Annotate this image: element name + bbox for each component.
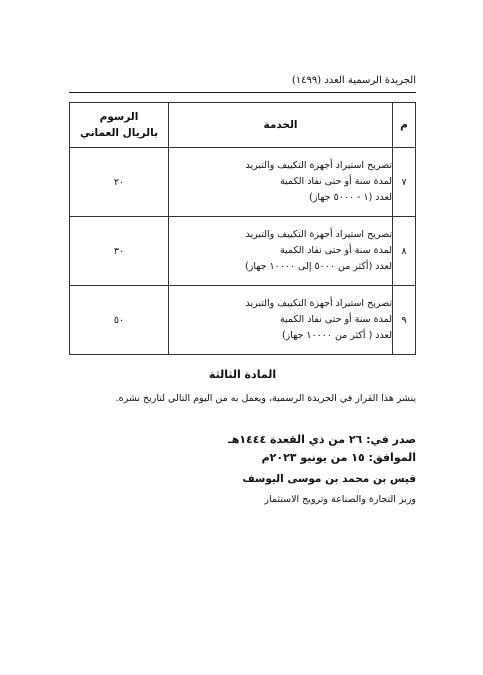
issued-date-hijri: صدر في: ٢٦ من ذي القعدة ١٤٤٤هـ (227, 433, 416, 446)
row-number: ٧ (393, 148, 416, 217)
service-line: لعدد (أكثر من ٥٠٠٠ إلى ١٠٠٠٠ جهاز) (245, 261, 392, 272)
fee-cell: ٢٠ (70, 148, 169, 217)
service-cell (169, 148, 393, 217)
row-number: ٩ (393, 286, 416, 355)
table-header-row (70, 103, 416, 148)
signatory-name: قيس بن محمد بن موسى اليوسف (242, 473, 416, 485)
row-number: ٨ (393, 217, 416, 286)
article-body: ينشر هذا القرار في الجريدة الرسمية، ويعمل به من اليوم التالي لتاريخ نشره. (115, 393, 416, 404)
service-line: لمدة سنة أو حتى نفاد الكمية (279, 314, 392, 325)
gazette-header: الجريدة الرسمية العدد (١٤٩٩) (291, 75, 416, 86)
fee-header-line1: الرسوم (99, 111, 139, 123)
column-header-service: الخدمة (169, 103, 393, 148)
service-line: لعدد ( أكثر من ١٠٠٠٠ جهاز) (281, 330, 392, 341)
issued-date-gregorian: الموافق: ١٥ من يونيو ٢٠٢٣م (261, 451, 416, 464)
header-divider (69, 92, 416, 93)
table-row (70, 148, 416, 217)
fees-table (69, 102, 416, 355)
service-line: لعدد (١ - ٥٠٠٠ جهاز) (309, 192, 392, 203)
service-line: لمدة سنة أو حتى نفاد الكمية (279, 176, 392, 187)
article-title: المادة الثالثة (208, 368, 277, 381)
column-header-number: م (393, 103, 416, 148)
signatory-title: وزير التجارة والصناعة وترويج الاستثمار (264, 494, 416, 505)
service-line: تصريح استيراد أجهزة التكييف والتبريد (245, 298, 392, 309)
table-row (70, 286, 416, 355)
service-line: تصريح استيراد أجهزة التكييف والتبريد (245, 160, 392, 171)
fee-cell: ٣٠ (70, 217, 169, 286)
service-line: تصريح استيراد أجهزة التكييف والتبريد (245, 229, 392, 240)
fee-cell: ٥٠ (70, 286, 169, 355)
service-line: لمدة سنة أو حتى نفاد الكمية (279, 245, 392, 256)
column-header-fee (70, 103, 169, 148)
table-row (70, 217, 416, 286)
service-cell (169, 286, 393, 355)
fee-header-line2: بالريال العماني (79, 127, 159, 139)
service-cell (169, 217, 393, 286)
